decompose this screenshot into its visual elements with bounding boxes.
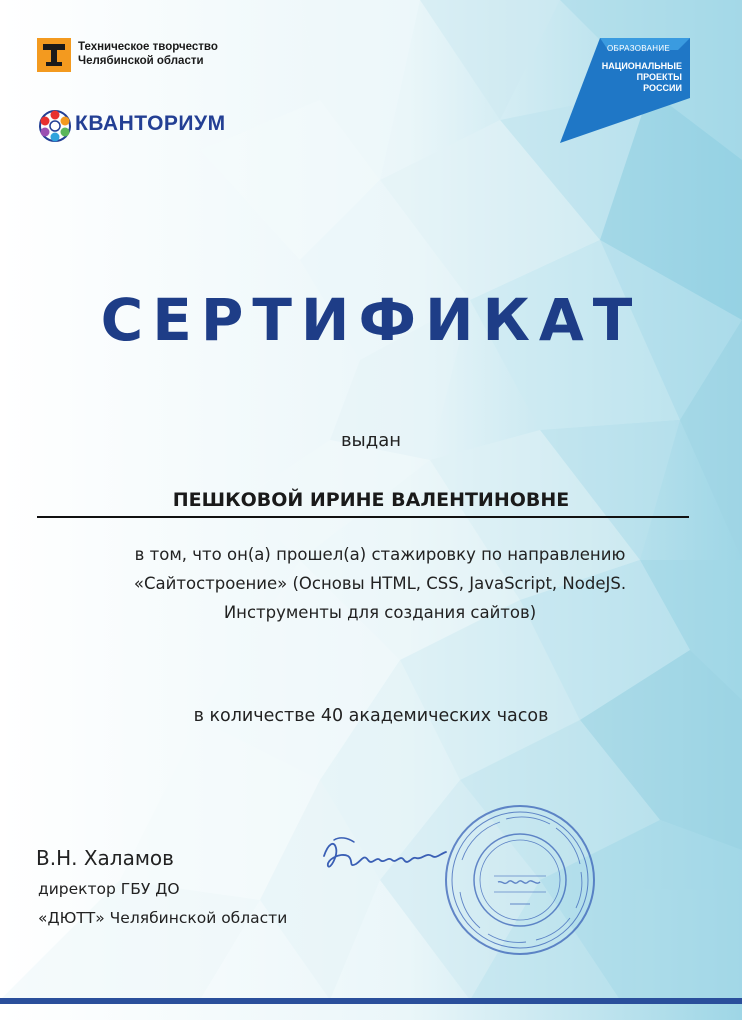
- name-underline: [37, 516, 689, 518]
- np-line-1: НАЦИОНАЛЬНЫЕ: [601, 61, 682, 71]
- official-stamp: [440, 800, 600, 960]
- np-logo-top: ОБРАЗОВАНИЕ: [607, 44, 671, 53]
- recipient-name: ПЕШКОВОЙ ИРИНЕ ВАЛЕНТИНОВНЕ: [172, 489, 570, 511]
- description-line-3: Инструменты для создания сайтов): [223, 603, 537, 622]
- signatory-position-2: «ДЮТТ» Челябинской области: [38, 909, 288, 927]
- bottom-border: [0, 998, 742, 1004]
- np-line-2: ПРОЕКТЫ: [636, 72, 682, 82]
- signatory-name: В.Н. Халамов: [36, 846, 174, 870]
- tt-logo-text: [78, 40, 218, 68]
- np-line-3: РОССИИ: [643, 83, 682, 93]
- certificate-title: СЕРТИФИКАТ: [100, 286, 642, 354]
- kvantorium-logo-text: КВАНТОРИУМ: [75, 112, 226, 135]
- signatory-position-1: директор ГБУ ДО: [38, 880, 180, 898]
- issued-label: выдан: [340, 430, 402, 451]
- tt-line-2: Челябинской области: [78, 55, 204, 67]
- certificate-description: [30, 540, 730, 627]
- description-line-1: в том, что он(а) прошел(а) стажировку по направлению: [134, 545, 626, 564]
- np-logo-text: [600, 61, 682, 94]
- tt-line-1: Техническое творчество: [78, 41, 218, 53]
- kvantorium-logo-icon: [38, 109, 72, 143]
- handwritten-signature: [318, 826, 458, 886]
- tt-logo-icon: [37, 38, 71, 72]
- description-line-2: «Сайтостроение» (Основы HTML, CSS, JavaScript, NodeJS.: [133, 574, 627, 593]
- hours-text: в количестве 40 академических часов: [193, 706, 549, 726]
